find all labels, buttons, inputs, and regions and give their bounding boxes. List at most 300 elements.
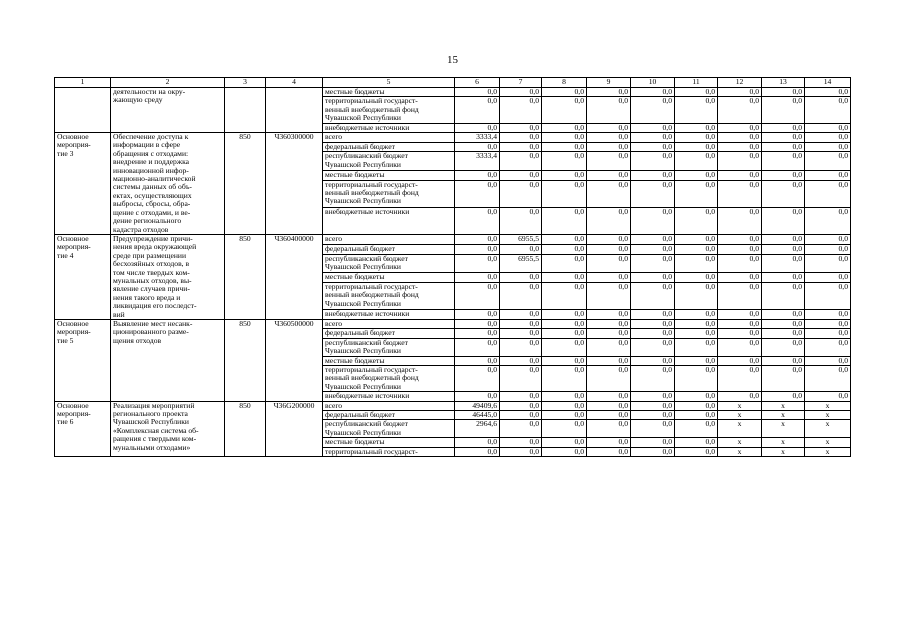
- value-cell: 0,0: [542, 420, 587, 438]
- value-cell: 0,0: [500, 207, 542, 234]
- funding-source: [323, 254, 455, 273]
- cell-line: местные бюджеты: [325, 437, 385, 447]
- event-description: [111, 133, 225, 235]
- value-cell: 0,0: [587, 180, 631, 207]
- value-cell: 6955,5: [500, 234, 542, 244]
- value-cell: 0,0: [762, 282, 805, 309]
- cell-line: Чувашской Республики: [113, 417, 189, 427]
- cell-line: Обеспечение доступа к: [113, 132, 189, 142]
- value-cell: 0,0: [762, 338, 805, 356]
- value-cell: 0,0: [542, 411, 587, 420]
- value-cell: 0,0: [718, 244, 762, 254]
- cell-line: жающую среду: [113, 95, 163, 105]
- cell-line: Чувашской Республики: [325, 298, 401, 308]
- value-cell: 0,0: [455, 234, 500, 244]
- cell-line: Основное: [57, 234, 89, 243]
- value-cell: 0,0: [455, 97, 500, 123]
- value-cell: 0,0: [587, 319, 631, 328]
- funding-source: [323, 401, 455, 410]
- value-cell: 0,0: [762, 88, 805, 97]
- cell-line: Выявление мест несанк-: [113, 319, 193, 328]
- value-cell: 0,0: [500, 310, 542, 320]
- column-header: 2: [111, 78, 225, 88]
- value-cell: 0,0: [675, 447, 718, 456]
- cell-line: внебюджетные источники: [325, 123, 410, 132]
- cell-line: территориальный государст-: [325, 282, 418, 291]
- cell-line: венный внебюджетный фонд: [325, 373, 419, 383]
- grbs-code: 850: [225, 401, 266, 456]
- value-cell: 0,0: [675, 438, 718, 447]
- value-cell: 0,0: [675, 142, 718, 152]
- value-cell: 0,0: [587, 170, 631, 180]
- event-description: [111, 401, 225, 456]
- value-cell: x: [762, 401, 805, 410]
- value-cell: 0,0: [675, 420, 718, 438]
- value-cell: 0,0: [631, 411, 675, 420]
- funding-source: [323, 234, 455, 244]
- value-cell: 0,0: [718, 356, 762, 365]
- cell-line: местные бюджеты: [325, 87, 385, 96]
- value-cell: x: [718, 411, 762, 420]
- value-cell: 0,0: [542, 97, 587, 123]
- cell-line: информации в сфере: [113, 140, 181, 150]
- value-cell: 0,0: [455, 366, 500, 392]
- table-row: [55, 234, 851, 244]
- cell-line: венный внебюджетный фонд: [325, 104, 419, 114]
- column-header: 8: [542, 78, 587, 88]
- value-cell: 0,0: [675, 273, 718, 283]
- value-cell: 0,0: [500, 438, 542, 447]
- value-cell: 0,0: [718, 319, 762, 328]
- value-cell: 0,0: [542, 123, 587, 132]
- target-code: Ч360300000: [266, 133, 323, 235]
- value-cell: 0,0: [718, 234, 762, 244]
- cell-line: ционированного разме-: [113, 327, 189, 337]
- event-name: [55, 319, 111, 401]
- value-cell: 0,0: [631, 273, 675, 283]
- value-cell: 0,0: [542, 438, 587, 447]
- value-cell: 0,0: [587, 123, 631, 132]
- value-cell: x: [805, 438, 851, 447]
- value-cell: 0,0: [587, 207, 631, 234]
- target-code: Ч360500000: [266, 319, 323, 401]
- value-cell: 0,0: [762, 123, 805, 132]
- value-cell: 0,0: [631, 329, 675, 338]
- funding-source: [323, 438, 455, 447]
- value-cell: 0,0: [631, 180, 675, 207]
- value-cell: x: [762, 438, 805, 447]
- value-cell: 0,0: [542, 133, 587, 143]
- value-cell: 0,0: [587, 338, 631, 356]
- table-row: [55, 319, 851, 328]
- cell-line: венный внебюджетный фонд: [325, 290, 419, 300]
- funding-source: [323, 356, 455, 365]
- value-cell: 0,0: [631, 319, 675, 328]
- value-cell: 0,0: [587, 97, 631, 123]
- value-cell: 0,0: [631, 392, 675, 401]
- value-cell: 0,0: [805, 356, 851, 365]
- value-cell: 0,0: [675, 282, 718, 309]
- value-cell: 0,0: [631, 133, 675, 143]
- value-cell: 0,0: [675, 356, 718, 365]
- value-cell: 0,0: [805, 133, 851, 143]
- cell-line: деятельности на окру-: [113, 87, 186, 96]
- value-cell: 0,0: [500, 244, 542, 254]
- value-cell: 0,0: [500, 411, 542, 420]
- value-cell: 0,0: [805, 142, 851, 152]
- value-cell: 0,0: [631, 310, 675, 320]
- value-cell: 0,0: [675, 338, 718, 356]
- value-cell: 0,0: [805, 170, 851, 180]
- value-cell: 2964,6: [455, 420, 500, 438]
- event-name: [55, 401, 111, 456]
- value-cell: 0,0: [631, 123, 675, 132]
- value-cell: 0,0: [718, 207, 762, 234]
- value-cell: 0,0: [587, 282, 631, 309]
- value-cell: x: [805, 401, 851, 410]
- value-cell: 0,0: [455, 310, 500, 320]
- value-cell: 0,0: [500, 356, 542, 365]
- cell-line: местные бюджеты: [325, 170, 385, 179]
- cell-line: явление случаев причи-: [113, 284, 190, 294]
- cell-line: нения вреда окружающей: [113, 242, 197, 252]
- cell-line: нения такого вреда и: [113, 292, 181, 302]
- value-cell: 0,0: [542, 234, 587, 244]
- value-cell: 0,0: [675, 207, 718, 234]
- value-cell: 0,0: [542, 329, 587, 338]
- value-cell: 0,0: [500, 329, 542, 338]
- value-cell: 0,0: [587, 411, 631, 420]
- value-cell: 0,0: [587, 310, 631, 320]
- value-cell: 0,0: [455, 392, 500, 401]
- value-cell: 0,0: [500, 170, 542, 180]
- value-cell: 0,0: [675, 133, 718, 143]
- value-cell: 0,0: [805, 329, 851, 338]
- funding-source: [323, 207, 455, 234]
- value-cell: 0,0: [805, 338, 851, 356]
- value-cell: 0,0: [631, 207, 675, 234]
- value-cell: x: [762, 411, 805, 420]
- value-cell: 0,0: [675, 329, 718, 338]
- cell-line: республиканский бюджет: [325, 254, 408, 263]
- cell-line: республиканский бюджет: [325, 338, 408, 347]
- cell-line: Чувашской Республики: [325, 381, 401, 391]
- value-cell: 0,0: [805, 282, 851, 309]
- cell-line: [325, 225, 452, 233]
- value-cell: 0,0: [718, 152, 762, 170]
- value-cell: 0,0: [762, 133, 805, 143]
- value-cell: 0,0: [542, 207, 587, 234]
- value-cell: 0,0: [587, 447, 631, 456]
- value-cell: 0,0: [718, 273, 762, 283]
- target-code: Ч36G200000: [266, 401, 323, 456]
- cell-line: всего: [325, 132, 343, 142]
- value-cell: 0,0: [500, 88, 542, 97]
- value-cell: 0,0: [500, 392, 542, 401]
- value-cell: 0,0: [631, 88, 675, 97]
- event-name: [55, 133, 111, 235]
- value-cell: 0,0: [631, 447, 675, 456]
- value-cell: 0,0: [762, 142, 805, 152]
- value-cell: 0,0: [805, 392, 851, 401]
- value-cell: 0,0: [500, 180, 542, 207]
- value-cell: 0,0: [675, 310, 718, 320]
- value-cell: 0,0: [587, 392, 631, 401]
- grbs-code: 850: [225, 133, 266, 235]
- column-header: 11: [675, 78, 718, 88]
- value-cell: 0,0: [631, 254, 675, 273]
- cell-line: «Комплексная система об-: [113, 425, 199, 435]
- value-cell: 0,0: [718, 338, 762, 356]
- value-cell: 0,0: [500, 366, 542, 392]
- cell-line: территориальный государст-: [325, 180, 418, 189]
- value-cell: 0,0: [805, 254, 851, 273]
- funding-source: [323, 273, 455, 283]
- value-cell: 0,0: [455, 338, 500, 356]
- event-description: [111, 319, 225, 401]
- column-header: 7: [500, 78, 542, 88]
- funding-source: [323, 447, 455, 456]
- value-cell: 0,0: [455, 123, 500, 132]
- value-cell: 0,0: [762, 234, 805, 244]
- value-cell: 0,0: [542, 282, 587, 309]
- cell-line: Основное: [57, 319, 89, 328]
- value-cell: 0,0: [718, 133, 762, 143]
- value-cell: 0,0: [675, 366, 718, 392]
- value-cell: 0,0: [542, 254, 587, 273]
- cell-line: Чувашской Республики: [325, 113, 401, 123]
- cell-line: Чувашской Республики: [325, 196, 401, 206]
- funding-source: [323, 329, 455, 338]
- value-cell: 0,0: [500, 420, 542, 438]
- cell-line: мунальных отходов, вы-: [113, 275, 192, 285]
- funding-source: [323, 133, 455, 143]
- column-header: 12: [718, 78, 762, 88]
- cell-line: мероприя-: [57, 242, 91, 252]
- value-cell: 0,0: [718, 142, 762, 152]
- value-cell: 0,0: [587, 133, 631, 143]
- table-row: [55, 401, 851, 410]
- value-cell: x: [805, 411, 851, 420]
- value-cell: 0,0: [542, 401, 587, 410]
- value-cell: 0,0: [675, 392, 718, 401]
- table-row: [55, 88, 851, 97]
- value-cell: 0,0: [762, 392, 805, 401]
- value-cell: 0,0: [587, 420, 631, 438]
- value-cell: 0,0: [455, 170, 500, 180]
- value-cell: 0,0: [631, 338, 675, 356]
- cell-line: Основное: [57, 132, 89, 142]
- value-cell: 0,0: [587, 366, 631, 392]
- value-cell: 0,0: [762, 170, 805, 180]
- value-cell: 0,0: [718, 310, 762, 320]
- value-cell: 0,0: [718, 329, 762, 338]
- cell-line: мероприя-: [57, 327, 91, 337]
- value-cell: 0,0: [587, 401, 631, 410]
- value-cell: 0,0: [762, 273, 805, 283]
- value-cell: x: [762, 447, 805, 456]
- value-cell: 49409,6: [455, 401, 500, 410]
- value-cell: 0,0: [762, 152, 805, 170]
- value-cell: 0,0: [805, 97, 851, 123]
- cell-line: внебюджетные источники: [325, 391, 410, 401]
- value-cell: 0,0: [675, 319, 718, 328]
- column-header: 5: [323, 78, 455, 88]
- value-cell: 0,0: [675, 401, 718, 410]
- cell-line: Основное: [57, 401, 89, 410]
- value-cell: 0,0: [542, 310, 587, 320]
- cell-line: ращения с твердыми ком-: [113, 434, 197, 444]
- cell-line: тие 6: [57, 417, 74, 427]
- cell-line: внебюджетные источники: [325, 207, 410, 216]
- value-cell: 0,0: [718, 123, 762, 132]
- value-cell: 0,0: [718, 88, 762, 97]
- cell-line: Чувашской Республики: [325, 261, 401, 271]
- funding-source: [323, 392, 455, 401]
- value-cell: 0,0: [542, 366, 587, 392]
- funding-source: [323, 142, 455, 152]
- value-cell: 0,0: [675, 88, 718, 97]
- cell-line: федеральный бюджет: [325, 142, 395, 151]
- value-cell: 0,0: [455, 180, 500, 207]
- cell-line: Реализация мероприятий: [113, 401, 195, 410]
- value-cell: 0,0: [631, 142, 675, 152]
- funding-source: [323, 152, 455, 170]
- value-cell: x: [805, 447, 851, 456]
- value-cell: 0,0: [587, 329, 631, 338]
- cell-line: среде при размещении: [113, 250, 187, 260]
- value-cell: 0,0: [587, 254, 631, 273]
- funding-source: [323, 420, 455, 438]
- cell-line: мероприя-: [57, 140, 91, 150]
- value-cell: 0,0: [455, 142, 500, 152]
- cell-line: мунальными отходами»: [113, 442, 191, 452]
- value-cell: 0,0: [500, 142, 542, 152]
- cell-line: Чувашской Республики: [325, 159, 401, 169]
- value-cell: 0,0: [631, 152, 675, 170]
- value-cell: 46445,0: [455, 411, 500, 420]
- grbs-code: [225, 88, 266, 133]
- cell-line: территориальный государст-: [325, 365, 418, 374]
- value-cell: 0,0: [542, 356, 587, 365]
- value-cell: 0,0: [805, 207, 851, 234]
- event-name: [55, 88, 111, 133]
- value-cell: 0,0: [631, 356, 675, 365]
- value-cell: 0,0: [500, 97, 542, 123]
- value-cell: 0,0: [718, 366, 762, 392]
- grbs-code: 850: [225, 234, 266, 319]
- value-cell: 0,0: [587, 88, 631, 97]
- value-cell: 0,0: [455, 329, 500, 338]
- cell-line: бесхозяйных отходов, в: [113, 259, 190, 269]
- target-code: [266, 88, 323, 133]
- cell-line: федеральный бюджет: [325, 410, 395, 420]
- cell-line: республиканский бюджет: [325, 419, 408, 429]
- value-cell: 0,0: [762, 97, 805, 123]
- column-header: 14: [805, 78, 851, 88]
- value-cell: 6955,5: [500, 254, 542, 273]
- value-cell: 0,0: [805, 310, 851, 320]
- value-cell: 0,0: [587, 273, 631, 283]
- value-cell: 0,0: [762, 319, 805, 328]
- value-cell: 0,0: [805, 152, 851, 170]
- value-cell: 0,0: [762, 180, 805, 207]
- value-cell: 0,0: [805, 123, 851, 132]
- funding-source: [323, 244, 455, 254]
- value-cell: 0,0: [762, 207, 805, 234]
- cell-line: мационно-аналитической: [113, 174, 196, 184]
- cell-line: ектах, осуществляющих: [113, 190, 192, 200]
- funding-source: [323, 411, 455, 420]
- value-cell: 0,0: [500, 133, 542, 143]
- value-cell: 0,0: [455, 273, 500, 283]
- cell-line: тие 5: [57, 335, 74, 345]
- target-code: Ч360400000: [266, 234, 323, 319]
- value-cell: 0,0: [762, 244, 805, 254]
- value-cell: 0,0: [455, 88, 500, 97]
- cell-line: том числе твердых ком-: [113, 267, 190, 277]
- value-cell: 0,0: [631, 282, 675, 309]
- value-cell: 0,0: [500, 338, 542, 356]
- value-cell: 0,0: [500, 273, 542, 283]
- cell-line: инновационной инфор-: [113, 165, 189, 175]
- value-cell: 0,0: [675, 123, 718, 132]
- value-cell: 0,0: [542, 88, 587, 97]
- value-cell: 0,0: [455, 282, 500, 309]
- value-cell: 0,0: [542, 180, 587, 207]
- value-cell: 0,0: [587, 234, 631, 244]
- value-cell: 0,0: [587, 244, 631, 254]
- value-cell: 0,0: [631, 401, 675, 410]
- value-cell: 0,0: [718, 170, 762, 180]
- value-cell: 0,0: [631, 234, 675, 244]
- value-cell: 0,0: [587, 142, 631, 152]
- value-cell: 0,0: [805, 180, 851, 207]
- cell-line: внебюджетные источники: [325, 309, 410, 319]
- value-cell: 0,0: [542, 142, 587, 152]
- value-cell: 0,0: [675, 254, 718, 273]
- value-cell: 0,0: [455, 244, 500, 254]
- cell-line: тие 3: [57, 148, 74, 158]
- cell-line: всего: [325, 319, 343, 328]
- funding-source: [323, 338, 455, 356]
- value-cell: 0,0: [762, 310, 805, 320]
- cell-line: всего: [325, 401, 343, 410]
- value-cell: 0,0: [542, 338, 587, 356]
- value-cell: 0,0: [500, 282, 542, 309]
- value-cell: 0,0: [542, 152, 587, 170]
- funding-source: [323, 180, 455, 207]
- column-header: 6: [455, 78, 500, 88]
- value-cell: 0,0: [542, 392, 587, 401]
- value-cell: 0,0: [587, 152, 631, 170]
- funding-source: [323, 366, 455, 392]
- value-cell: 0,0: [675, 411, 718, 420]
- cell-line: щение с отходами, и ве-: [113, 207, 191, 217]
- value-cell: 0,0: [500, 447, 542, 456]
- value-cell: 0,0: [542, 244, 587, 254]
- value-cell: 0,0: [675, 152, 718, 170]
- value-cell: 0,0: [631, 97, 675, 123]
- value-cell: 3333,4: [455, 133, 500, 143]
- cell-line: обращения с отходами:: [113, 148, 189, 158]
- value-cell: 0,0: [762, 254, 805, 273]
- value-cell: 0,0: [500, 401, 542, 410]
- value-cell: 0,0: [805, 366, 851, 392]
- cell-line: системы данных об объ-: [113, 182, 192, 192]
- cell-line: дение регионального: [113, 216, 182, 226]
- value-cell: 0,0: [675, 234, 718, 244]
